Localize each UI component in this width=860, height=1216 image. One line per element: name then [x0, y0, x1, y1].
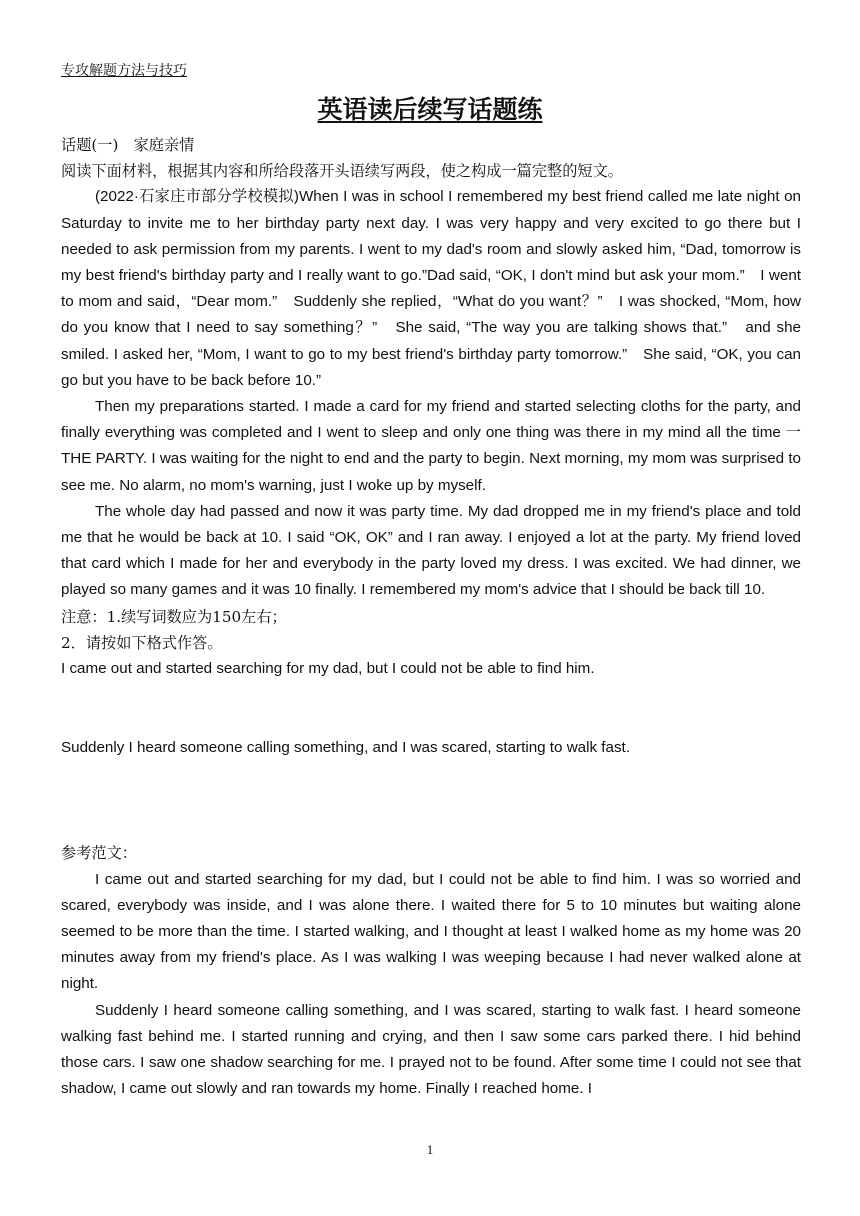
reference-paragraph-1: I came out and started searching for my dad, but I could not be able to find him. I was so worried and scared, everybody was inside, and I was alone there. I waited there for 5 to 10 minutes but waiting alone seemed to be more than the time. I started walking, and I thought at least I walked home as my home was 20 minutes away from my friend's place. As I was walking I was weeping because I had never walked alone at night. — [61, 870, 801, 993]
document-body — [61, 132, 801, 1103]
note-format: 2．请按如下格式作答。 — [61, 633, 223, 652]
page-number: 1 — [426, 1142, 434, 1157]
topic-heading: 话题(一) 家庭亲情 — [61, 136, 195, 154]
passage-paragraph-1: (2022·石家庄市部分学校模拟)When I was in school I remembered my best friend called me late night on Saturday to invite me to her birthday party next day. I was very happy and very excited to go there but I needed to ask permission from my parents. I went to my dad's room and slowly asked him, “Dad, tomorrow is my best friend's birthday party and I really want to go.”Dad said, “OK, I don't mind but ask your mom.” I went to mom and said，“Dear mom.” Suddenly she replied，“What do you want？” I was shocked, “Mom, how do you know that I need to say something？” She said, “The way you are talking shows that.” and she smiled. I asked her, “Mom, I want to go to my best friend's birthday party tomorrow.” She said, “OK, you can go but you have to be back before 10.” — [61, 188, 801, 389]
reference-paragraph-2: Suddenly I heard someone calling something, and I was scared, starting to walk fast. I heard someone walking fast behind me. I started running and crying, and then I saw some cars parked there. I hid behind those cars. I saw one shadow searching for me. I prayed not to be found. After some time I could not see that shadow, I came out slowly and ran towards my home. Finally I reached home. I — [61, 1001, 801, 1098]
passage-paragraph-3: The whole day had passed and now it was party time. My dad dropped me in my friend's place and told me that he would be back at 10. I said “OK, OK” and I ran away. I enjoyed a lot at the party. My friend loved that card which I made for her and everybody in the party loved my dress. I was excited. We had dinner, we played so many games and it was 10 finally. I remembered my mom's advice that I should be back till 10. — [61, 502, 801, 599]
header-label: 专攻解题方法与技巧 — [61, 63, 187, 79]
paragraph-starter-2: Suddenly I heard someone calling something, and I was scared, starting to walk fast. — [61, 739, 630, 757]
answer-space-1 — [61, 682, 801, 735]
reference-heading: 参考范文： — [61, 844, 137, 863]
paragraph-starter-1: I came out and started searching for my dad, but I could not be able to find him. — [61, 660, 595, 678]
answer-space-2 — [61, 761, 801, 840]
note-word-count: 注意：1.续写词数应为150左右； — [61, 607, 287, 626]
passage-paragraph-2: Then my preparations started. I made a card for my friend and started selecting cloths for the party, and finally everything was completed and I went to sleep and only one thing was there in my mind all the time 一 THE PARTY. I was waiting for the night to end and the party to begin. Next morning, my mom was surprised to see me. No alarm, no mom's warning, just I woke up by myself. — [61, 398, 801, 494]
page-title: 英语读后续写话题练 — [317, 95, 543, 124]
instruction-text: 阅读下面材料，根据其内容和所给段落开头语续写两段，使之构成一篇完整的短文。 — [61, 162, 623, 181]
